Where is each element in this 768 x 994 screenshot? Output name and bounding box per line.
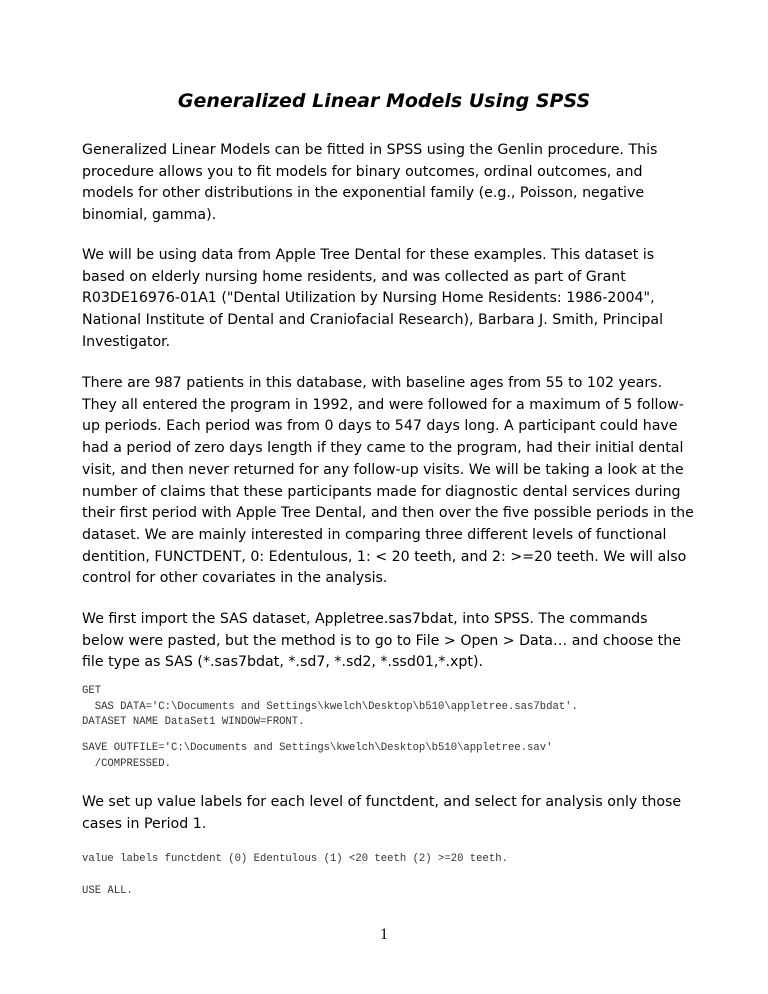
paragraph-dataset: We will be using data from Apple Tree Dental for these examples. This dataset is based on elderly nursing home residents, and was collected as part of Grant R03DE16976-01A1 ("Dental Utilization by Nursing Home Residents: 1986-2004", National Institute of Dental and Craniofacial Research), Barbara J. Smith, Principal Investigator. xyxy=(82,247,664,350)
code-block-value-labels: value labels functdent (0) Edentulous (1) <20 teeth (2) >=20 teeth. xyxy=(82,853,508,865)
code-block-save: SAVE OUTFILE='C:\Documents and Settings\kwelch\Desktop\b510\appletree.sav' /COMPRESSED. xyxy=(82,742,553,770)
code-block-use-all: USE ALL. xyxy=(82,885,133,897)
paragraph-value-labels: We set up value labels for each level of functdent, and select for analysis only those cases in Period 1. xyxy=(82,794,682,832)
code-block-get: GET SAS DATA='C:\Documents and Settings\kwelch\Desktop\b510\appletree.sas7bdat'. DATASET NAME DataSet1 WINDOW=FRONT. xyxy=(82,685,578,728)
document-title: Generalized Linear Models Using SPSS xyxy=(177,90,591,112)
paragraph-intro: Generalized Linear Models can be fitted in SPSS using the Genlin procedure. This procedure allows you to fit models for binary outcomes, ordinal outcomes, and models for other distributions in the exponential family (e.g., Poisson, negative binomial, gamma). xyxy=(82,142,658,224)
paragraph-import: We first import the SAS dataset, Appletree.sas7bdat, into SPSS. The commands below were pasted, but the method is to go to File > Open > Data… and choose the file type as SAS (*.sas7bdat, *.sd7, *.sd2, *.ssd01,*.xpt). xyxy=(82,611,681,671)
paragraph-patients: There are 987 patients in this database, with baseline ages from 55 to 102 years. They all entered the program in 1992, and were followed for a maximum of 5 follow-up periods. Each period was from 0 days to 547 days long. A participant could have had a period of zero days length if they came to the program, had their initial dental visit, and then never returned for any follow-up visits. We will be taking a look at the number of claims that these participants made for diagnostic dental services during their first period with Apple Tree Dental, and then over the five possible periods in the dataset. We are mainly interested in comparing three different levels of functional dentition, FUNCTDENT, 0: Edentulous, 1: < 20 teeth, and 2: >=20 teeth. We will also control for other covariates in the analysis. xyxy=(82,375,694,587)
page-number: 1 xyxy=(380,926,388,943)
